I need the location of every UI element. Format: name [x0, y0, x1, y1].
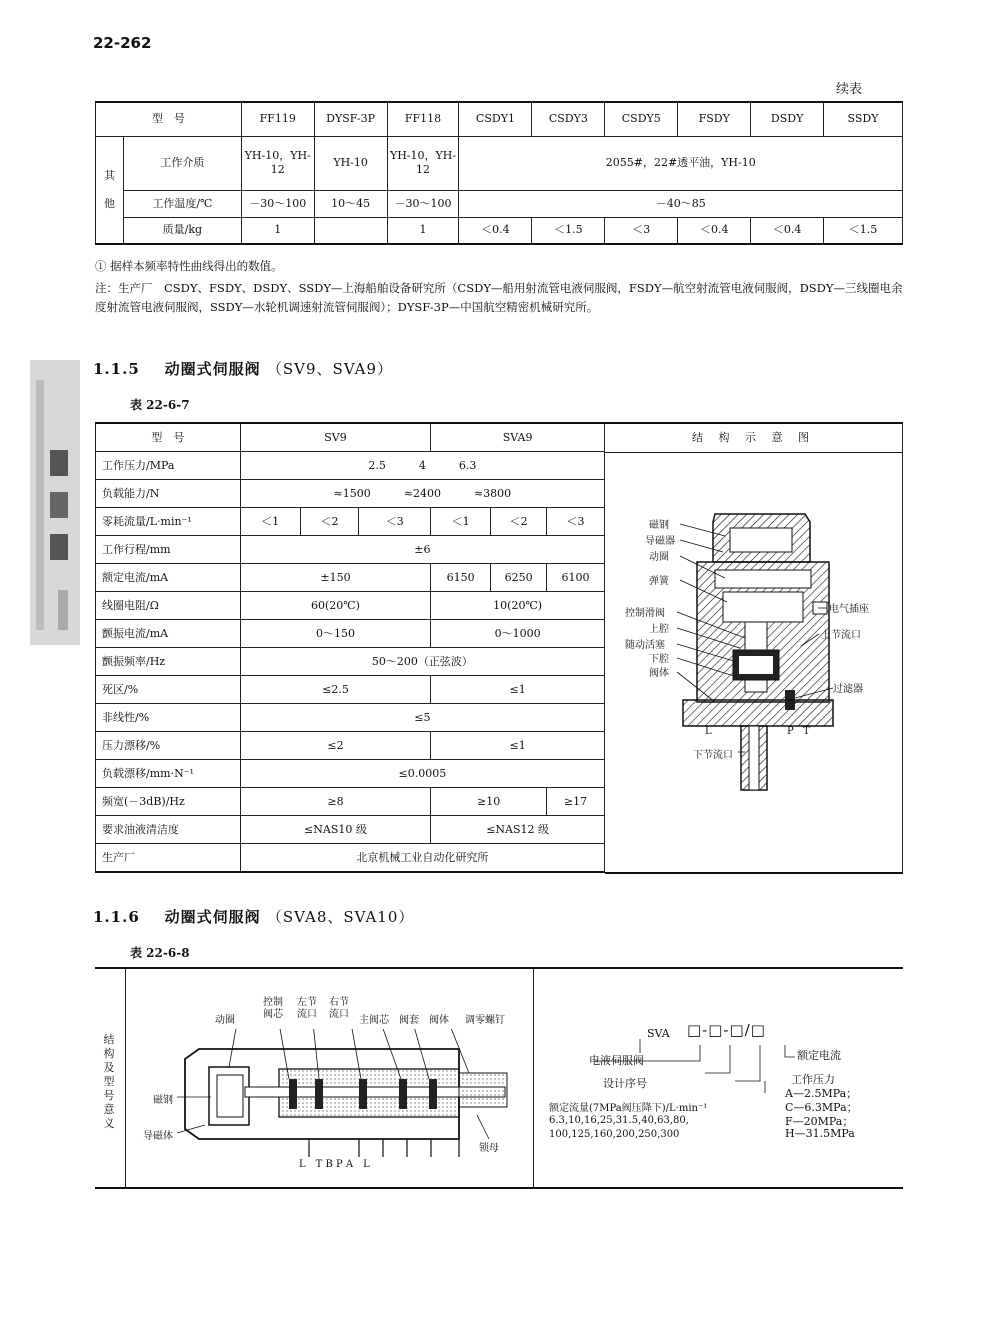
section-subtitle: （SVA8、SVA10） — [266, 908, 415, 926]
code-flow-values-1: 6.3,10,16,25,31.5,40,63,80, — [549, 1115, 689, 1126]
cell: ＜0.4 — [678, 217, 751, 244]
column-divider — [533, 969, 534, 1187]
row-label: 非线性/% — [96, 704, 241, 732]
label-piston: 随动活塞 — [625, 640, 665, 651]
cell: ＜2 — [491, 508, 547, 536]
row-label: 压力漂移/% — [96, 732, 241, 760]
header-csdy3: CSDY3 — [532, 102, 605, 136]
cell: ≤1 — [431, 732, 605, 760]
code-pressure-c: C—6.3MPa； — [785, 1101, 858, 1114]
label-upper-port: 上节流口 — [821, 630, 861, 641]
cell: 50～200（正弦波） — [240, 648, 604, 676]
code-pressure-f: F—20MPa； — [785, 1115, 854, 1128]
cell: ≥8 — [240, 788, 431, 816]
side-label-cell — [95, 969, 126, 1187]
row-label: 工作压力/MPa — [96, 452, 241, 480]
label-port-p: P — [787, 726, 794, 737]
label-socket: 电气插座 — [829, 604, 869, 615]
cell: ≥10 — [431, 788, 547, 816]
cell: 0～1000 — [431, 620, 605, 648]
table-label-228: 表 22-6-8 — [130, 946, 190, 960]
row-label: 死区/% — [96, 676, 241, 704]
table-header-row — [96, 102, 903, 136]
header-ff118: FF118 — [387, 102, 459, 136]
table-row — [96, 136, 903, 190]
label-control-spool: 控制阀芯 — [263, 997, 283, 1020]
header-model: 型 号 — [96, 102, 242, 136]
cell: 6100 — [547, 564, 605, 592]
table-row — [96, 508, 605, 536]
section-subtitle: （SV9、SVA9） — [266, 360, 394, 378]
label-yoke: 导磁器 — [645, 536, 675, 547]
scan-binding-noise — [30, 360, 80, 645]
structure-model-table — [95, 967, 903, 1189]
cell: ＜1 — [431, 508, 491, 536]
row-label: 频宽(－3dB)/Hz — [96, 788, 241, 816]
spec-table-sv9 — [95, 422, 605, 873]
cell: ≤NAS12 级 — [431, 816, 605, 844]
cell: ±150 — [240, 564, 431, 592]
page-number: 22-262 — [93, 34, 152, 52]
cell: 10～45 — [314, 190, 387, 217]
label-port-t: T — [803, 726, 810, 737]
section-title: 动圈式伺服阀 — [164, 360, 261, 378]
cell: ≤2.5 — [240, 676, 431, 704]
cell: ≥17 — [547, 788, 605, 816]
table-row — [96, 217, 903, 244]
row-label: 要求油液清洁度 — [96, 816, 241, 844]
cell: ≈1500 ≈2400 ≈3800 — [240, 480, 604, 508]
label-nut: 锁母 — [479, 1143, 499, 1154]
label-ports: L T B P A L — [299, 1159, 370, 1170]
label-yoke: 导磁体 — [143, 1131, 173, 1142]
cell: 1 — [241, 217, 314, 244]
cell: －30～100 — [387, 190, 459, 217]
row-label: 颤振频率/Hz — [96, 648, 241, 676]
cell: ±6 — [240, 536, 604, 564]
label-coil: 动圈 — [215, 1015, 235, 1026]
cell: ＜1.5 — [824, 217, 903, 244]
row-label: 工作行程/mm — [96, 536, 241, 564]
label-sleeve: 阀套 — [399, 1015, 419, 1026]
label-magnet: 磁钢 — [153, 1095, 173, 1106]
code-design-no: 设计序号 — [603, 1077, 647, 1090]
label-right-port: 右节流口 — [329, 997, 349, 1020]
row-label: 负载能力/N — [96, 480, 241, 508]
cell: 2.5 4 6.3 — [240, 452, 604, 480]
label-port-l: L — [705, 726, 712, 737]
code-prefix: SVA — [647, 1027, 670, 1040]
label-coil: 动圈 — [649, 552, 669, 563]
header-csdy1: CSDY1 — [459, 102, 532, 136]
table-row — [96, 190, 903, 217]
code-pressure-a: A—2.5MPa； — [785, 1087, 858, 1100]
cell-span: 2055#，22#透平油，YH-10 — [459, 136, 903, 190]
section-heading-115 — [93, 358, 393, 379]
cell: ≤1 — [431, 676, 605, 704]
continued-label: 续表 — [836, 82, 863, 97]
label-control-valve: 控制滑阀 — [625, 608, 665, 619]
section-heading-116 — [93, 906, 414, 927]
table-row — [96, 592, 605, 620]
side-label: 结构及型号意义 — [103, 1033, 115, 1130]
cell: ＜1.5 — [532, 217, 605, 244]
cell: ＜2 — [300, 508, 359, 536]
cell: ＜3 — [605, 217, 678, 244]
table-row — [96, 704, 605, 732]
label-magnet: 磁钢 — [649, 520, 669, 531]
table-row — [96, 788, 605, 816]
cell: YH-10，YH-12 — [241, 136, 314, 190]
table-row — [96, 452, 605, 480]
table-row — [96, 564, 605, 592]
header-sv9: SV9 — [240, 423, 431, 452]
label-zero-screw: 调零螺钉 — [465, 1015, 505, 1026]
cell-span: －40～85 — [459, 190, 903, 217]
code-pressure-h: H—31.5MPa — [785, 1127, 855, 1140]
row-label: 质量/kg — [123, 217, 241, 244]
cell: －30～100 — [241, 190, 314, 217]
row-label: 负载漂移/mm·N⁻¹ — [96, 760, 241, 788]
table-row — [96, 732, 605, 760]
row-label: 颤振电流/mA — [96, 620, 241, 648]
table-row — [96, 816, 605, 844]
label-spring: 弹簧 — [649, 576, 669, 587]
cell: ≤NAS10 级 — [240, 816, 431, 844]
cell: ＜3 — [547, 508, 605, 536]
table-row — [96, 480, 605, 508]
label-upper-chamber: 上腔 — [649, 624, 669, 635]
row-label: 工作温度/℃ — [123, 190, 241, 217]
table-row — [96, 536, 605, 564]
table-row — [96, 844, 605, 873]
table-header-row — [96, 423, 605, 452]
label-body: 阀体 — [649, 668, 669, 679]
header-csdy5: CSDY5 — [605, 102, 678, 136]
cell: 10(20℃) — [431, 592, 605, 620]
section-number: 1.1.6 — [93, 908, 140, 926]
table-label-227: 表 22-6-7 — [130, 398, 190, 412]
table-row — [96, 648, 605, 676]
spec-table-continued — [95, 101, 903, 245]
code-boxes: □-□-□/□ — [687, 1021, 766, 1039]
row-label: 额定电流/mA — [96, 564, 241, 592]
row-label: 线圈电阻/Ω — [96, 592, 241, 620]
cell: 6250 — [491, 564, 547, 592]
figure-header: 结 构 示 意 图 — [605, 424, 902, 453]
cell: ≤2 — [240, 732, 431, 760]
section-number: 1.1.5 — [93, 360, 140, 378]
cell: ＜0.4 — [751, 217, 824, 244]
group-label — [96, 136, 124, 244]
cell — [314, 217, 387, 244]
row-label: 工作介质 — [123, 136, 241, 190]
cell: ≤5 — [240, 704, 604, 732]
cell: ＜0.4 — [459, 217, 532, 244]
header-fsdy: FSDY — [678, 102, 751, 136]
cell: ≤0.0005 — [240, 760, 604, 788]
group-label-text: 其他 — [103, 168, 115, 210]
label-filter: 过滤器 — [833, 684, 863, 695]
structure-figure-sv9 — [605, 422, 903, 874]
cell: 6150 — [431, 564, 491, 592]
code-pressure-title: 工作压力 — [791, 1073, 835, 1086]
row-label: 零耗流量/L·min⁻¹ — [96, 508, 241, 536]
header-dysf3p: DYSF-3P — [314, 102, 387, 136]
row-label: 生产厂 — [96, 844, 241, 873]
label-lower-port: 下节流口 — [693, 750, 733, 761]
section-title: 动圈式伺服阀 — [164, 908, 261, 926]
code-flow-values-2: 100,125,160,200,250,300 — [549, 1129, 680, 1140]
table-row — [96, 620, 605, 648]
header-ssdy: SSDY — [824, 102, 903, 136]
cell: YH-10 — [314, 136, 387, 190]
label-main-spool: 主阀芯 — [359, 1015, 389, 1026]
cell: 1 — [387, 217, 459, 244]
cell: ＜1 — [240, 508, 300, 536]
label-left-port: 左节流口 — [297, 997, 317, 1020]
header-dsdy: DSDY — [751, 102, 824, 136]
cell: 60(20℃) — [240, 592, 431, 620]
cell: YH-10，YH-12 — [387, 136, 459, 190]
table-row — [96, 760, 605, 788]
code-flow-title: 额定流量(7MPa阀压降下)/L·min⁻¹ — [549, 1103, 708, 1114]
header-ff119: FF119 — [241, 102, 314, 136]
note-text: 注：生产厂 CSDY、FSDY、DSDY、SSDY—上海船舶设备研究所（CSDY—船用射流管电液伺服阀，FSDY—航空射流管电液伺服阀，DSDY—三线圈电余度射流管电液伺服阀，SSDY—水轮机调速射流管伺服阀）；DYSF-3P—中国航空精密机械研究所。 — [95, 281, 903, 314]
table-row — [96, 676, 605, 704]
header-model: 型 号 — [96, 423, 241, 452]
code-rated-current: 额定电流 — [797, 1049, 841, 1062]
label-body: 阀体 — [429, 1015, 449, 1026]
label-lower-chamber: 下腔 — [649, 654, 669, 665]
header-sva9: SVA9 — [431, 423, 605, 452]
code-valve-type: 电液伺服阀 — [589, 1054, 644, 1067]
cell: 北京机械工业自动化研究所 — [240, 844, 604, 873]
cell: 0～150 — [240, 620, 431, 648]
cell: ＜3 — [359, 508, 431, 536]
footnote: ① 据样本频率特性曲线得出的数值。 — [95, 259, 283, 273]
